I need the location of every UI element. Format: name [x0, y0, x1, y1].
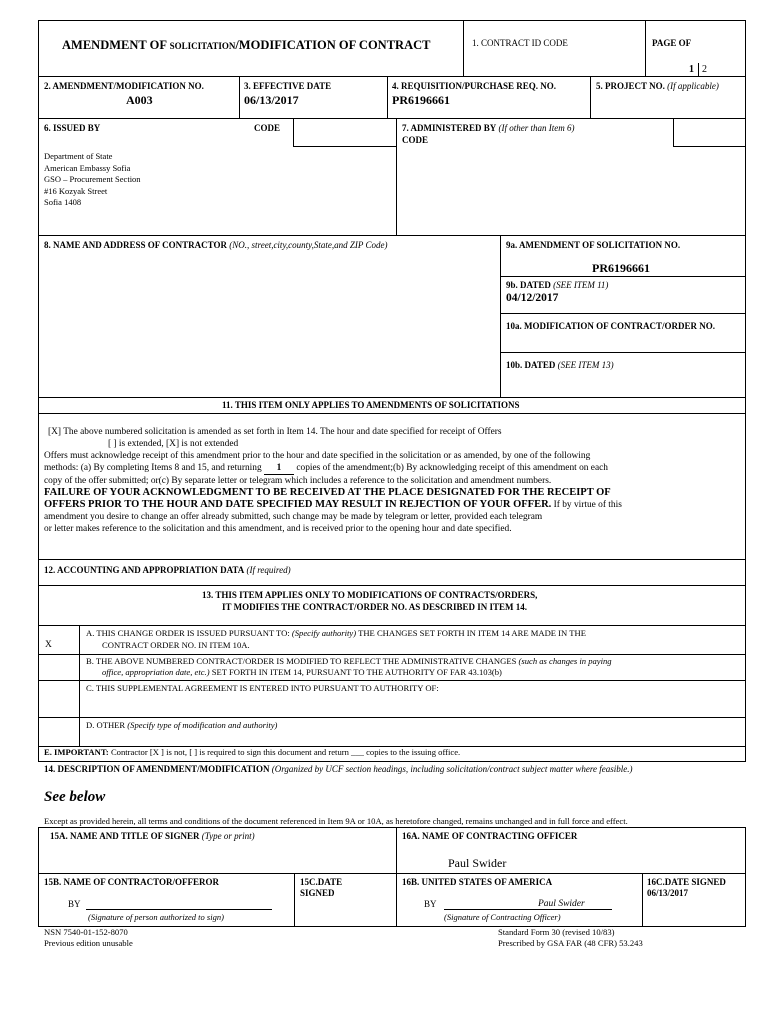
amend-sol-label: 9a. AMENDMENT OF SOLICITATION NO. — [506, 240, 681, 250]
eff-date-label: 3. EFFECTIVE DATE — [244, 81, 332, 91]
dated-10b-text: 10b. DATED — [506, 360, 556, 370]
req-value: PR6196661 — [392, 93, 450, 107]
pages-value: 2 — [702, 64, 707, 75]
dated-9b-value: 04/12/2017 — [506, 292, 559, 304]
contractor-signature-line[interactable] — [86, 909, 272, 910]
by-label: BY — [68, 899, 81, 909]
page-label: PAGE OF — [652, 38, 692, 48]
title-part-small: SOLICITATION — [169, 41, 236, 51]
officer-signature-line — [444, 909, 612, 910]
standard-form: Standard Form 30 (revised 10/83) — [498, 927, 615, 937]
project-label-text: 5. PROJECT NO. — [596, 81, 665, 91]
item13-a-text: A. THIS CHANGE ORDER IS ISSUED PURSUANT TO: — [86, 628, 292, 638]
item13-heading-1: 13. THIS ITEM APPLIES ONLY TO MODIFICATIONS OF CONTRACTS/ORDERS, — [202, 590, 538, 600]
dated-9b-text: 9b. DATED — [506, 280, 551, 290]
issuer-line: American Embassy Sofia — [44, 162, 131, 173]
item11-warning: FAILURE OF YOUR ACKNOWLEDGMENT TO BE RECEIVED AT THE PLACE DESIGNATED FOR THE RECEIPT OF — [44, 487, 611, 498]
project-note: (If applicable) — [667, 81, 719, 91]
dated-10b-note: (SEE ITEM 13) — [557, 360, 614, 370]
item13-b — [86, 657, 612, 667]
item13-c: C. THIS SUPPLEMENTAL AGREEMENT IS ENTERED INTO PURSUANT TO AUTHORITY OF: — [86, 683, 439, 693]
admin-code-label: CODE — [402, 135, 429, 145]
item15b-label: 15B. NAME OF CONTRACTOR/OFFEROR — [44, 877, 220, 887]
item11-line — [44, 462, 744, 475]
admin-note: (If other than Item 6) — [498, 123, 575, 133]
item13-d-text: D. OTHER — [86, 720, 128, 730]
contractor-note: (NO., street,city,county,State,and ZIP Code) — [229, 240, 388, 250]
item16c-value: 06/13/2017 — [647, 888, 689, 898]
item12-label — [44, 565, 291, 575]
sig16-caption: (Signature of Contracting Officer) — [444, 912, 561, 922]
previous-edition: Previous edition unusable — [44, 938, 133, 948]
item15c-label-1: 15C.DATE — [300, 877, 343, 887]
item14-label-text: 14. DESCRIPTION OF AMENDMENT/MODIFICATION — [44, 764, 270, 774]
sig-caption: (Signature of person authorized to sign) — [88, 912, 224, 922]
prescribed-by: Prescribed by GSA FAR (48 CFR) 53.243 — [498, 938, 643, 948]
issuer-address — [44, 151, 141, 209]
issuer-line: GSO – Procurement Section — [44, 174, 141, 184]
page-value: 1 — [689, 64, 694, 75]
code-label: CODE — [254, 123, 281, 133]
amend-no-value: A003 — [126, 93, 153, 107]
item15a-label-text: 15A. NAME AND TITLE OF SIGNER — [50, 831, 200, 841]
item14-label — [44, 764, 633, 774]
item11-heading: 11. THIS ITEM ONLY APPLIES TO AMENDMENTS OF SOLICITATIONS — [222, 400, 520, 410]
dated-10b-label — [506, 360, 614, 370]
item12-note: (If required) — [246, 565, 291, 575]
important-blank: ___ — [351, 747, 364, 757]
item13-b-text: B. THE ABOVE NUMBERED CONTRACT/ORDER IS MODIFIED TO REFLECT THE ADMINISTRATIVE CHANGES — [86, 656, 519, 666]
form-title — [62, 38, 430, 52]
item15c-label-2: SIGNED — [300, 888, 335, 898]
contract-id-label: 1. CONTRACT ID CODE — [472, 38, 568, 48]
item13-a-note: (Specify authority) — [291, 628, 357, 638]
contractor-label — [44, 240, 388, 250]
nsn: NSN 7540-01-152-8070 — [44, 927, 128, 937]
item13-b-note-2: office, appropriation date, etc.) — [102, 667, 210, 677]
item11-line7b: If by virtue of this — [551, 500, 622, 510]
item16c-label: 16C.DATE SIGNED — [647, 877, 726, 887]
item13-heading-2: IT MODIFIES THE CONTRACT/ORDER NO. AS DESCRIBED IN ITEM 14. — [222, 602, 527, 612]
by16-label: BY — [424, 899, 437, 909]
item11-body — [44, 426, 744, 535]
important-label: E. IMPORTANT: — [44, 747, 109, 757]
officer-signature: Paul Swider — [538, 899, 585, 909]
item11-line4a: methods: (a) By completing Items 8 and 15, and returning — [44, 463, 265, 473]
item11-line: Offers must acknowledge receipt of this amendment prior to the hour and date specified in the solicitation or as amended, by one of the following — [44, 451, 591, 461]
item11-line: [ ] is extended, [X] is not extended — [108, 439, 239, 449]
checkbox-a-mark: X — [45, 640, 52, 650]
eff-date-value: 06/13/2017 — [244, 93, 299, 107]
item11-line — [44, 499, 744, 511]
item11-line: amendment you desire to change an offer already submitted, such change may be made by telegram or letter, provided each telegram — [44, 512, 543, 522]
project-label — [596, 81, 719, 91]
important-text: Contractor [X ] is not, [ ] is required to sign this document and return — [108, 747, 352, 757]
officer-name: Paul Swider — [448, 856, 507, 870]
dated-9b-label — [506, 280, 608, 290]
issued-by-label: 6. ISSUED BY — [44, 123, 101, 133]
item13-a-line2: CONTRACT ORDER NO. IN ITEM 10A. — [102, 640, 250, 650]
item13-a — [86, 629, 586, 639]
item11-line: [X] The above numbered solicitation is amended as set forth in Item 14. The hour and date specified for receipt of Offers — [48, 427, 502, 437]
admin-label-text: 7. ADMINISTERED BY — [402, 123, 497, 133]
item13-d — [86, 721, 277, 731]
item15a-label — [50, 831, 255, 841]
copies-count: 1 — [264, 462, 294, 475]
item11-line: or letter makes reference to the solicitation and this amendment, and is received prior to the opening hour and date specified. — [44, 524, 512, 534]
important-text-2: copies to the issuing office. — [363, 747, 461, 757]
item11-warning-2: OFFERS PRIOR TO THE HOUR AND DATE SPECIFIED MAY RESULT IN REJECTION OF YOUR OFFER. — [44, 499, 552, 510]
item11-line: copy of the offer submitted; or(c) By separate letter or telegram which includes a reference to the solicitation and amendment numbers. — [44, 476, 552, 486]
issuer-line: #16 Kozyak Street — [44, 185, 108, 196]
contractor-label-text: 8. NAME AND ADDRESS OF CONTRACTOR — [44, 240, 228, 250]
amend-sol-value: PR6196661 — [592, 261, 650, 275]
administered-by-label — [402, 123, 575, 133]
item13-b-note: (such as changes in paying — [518, 656, 612, 666]
item13-b-text-2: SET FORTH IN ITEM 14, PURSUANT TO THE AUTHORITY OF FAR 43.103(b) — [209, 667, 502, 677]
mod-label: 10a. MODIFICATION OF CONTRACT/ORDER NO. — [506, 321, 716, 331]
item11-line4b: copies of the amendment;(b) By acknowledging receipt of this amendment on each — [294, 463, 608, 473]
item13-a-text-2: THE CHANGES SET FORTH IN ITEM 14 ARE MADE IN THE — [356, 628, 586, 638]
item16a-label: 16A. NAME OF CONTRACTING OFFICER — [402, 831, 578, 841]
item16b-label: 16B. UNITED STATES OF AMERICA — [402, 877, 553, 887]
item15a-note: (Type or print) — [201, 831, 255, 841]
amend-no-label: 2. AMENDMENT/MODIFICATION NO. — [44, 81, 204, 91]
item14-footer: Except as provided herein, all terms and conditions of the document referenced in Item 9A or 10A, as heretofore changed, remains unchanged and in full force and effect. — [44, 816, 628, 826]
title-part: AMENDMENT OF — [62, 38, 170, 52]
issuer-line: Sofia 1408 — [44, 197, 82, 207]
see-below: See below — [44, 789, 106, 805]
item13-d-note: (Specify type of modification and authority) — [127, 720, 278, 730]
item13-b-line2 — [102, 668, 502, 678]
dated-9b-note: (SEE ITEM 11) — [553, 280, 609, 290]
issuer-line: Department of State — [44, 151, 113, 161]
important-line — [44, 748, 460, 758]
req-label: 4. REQUISITION/PURCHASE REQ. NO. — [392, 81, 557, 91]
item12-label-text: 12. ACCOUNTING AND APPROPRIATION DATA — [44, 565, 245, 575]
item14-note: (Organized by UCF section headings, including solicitation/contract subject matter where feasible.) — [271, 764, 633, 774]
title-part: /MODIFICATION OF CONTRACT — [235, 38, 431, 52]
